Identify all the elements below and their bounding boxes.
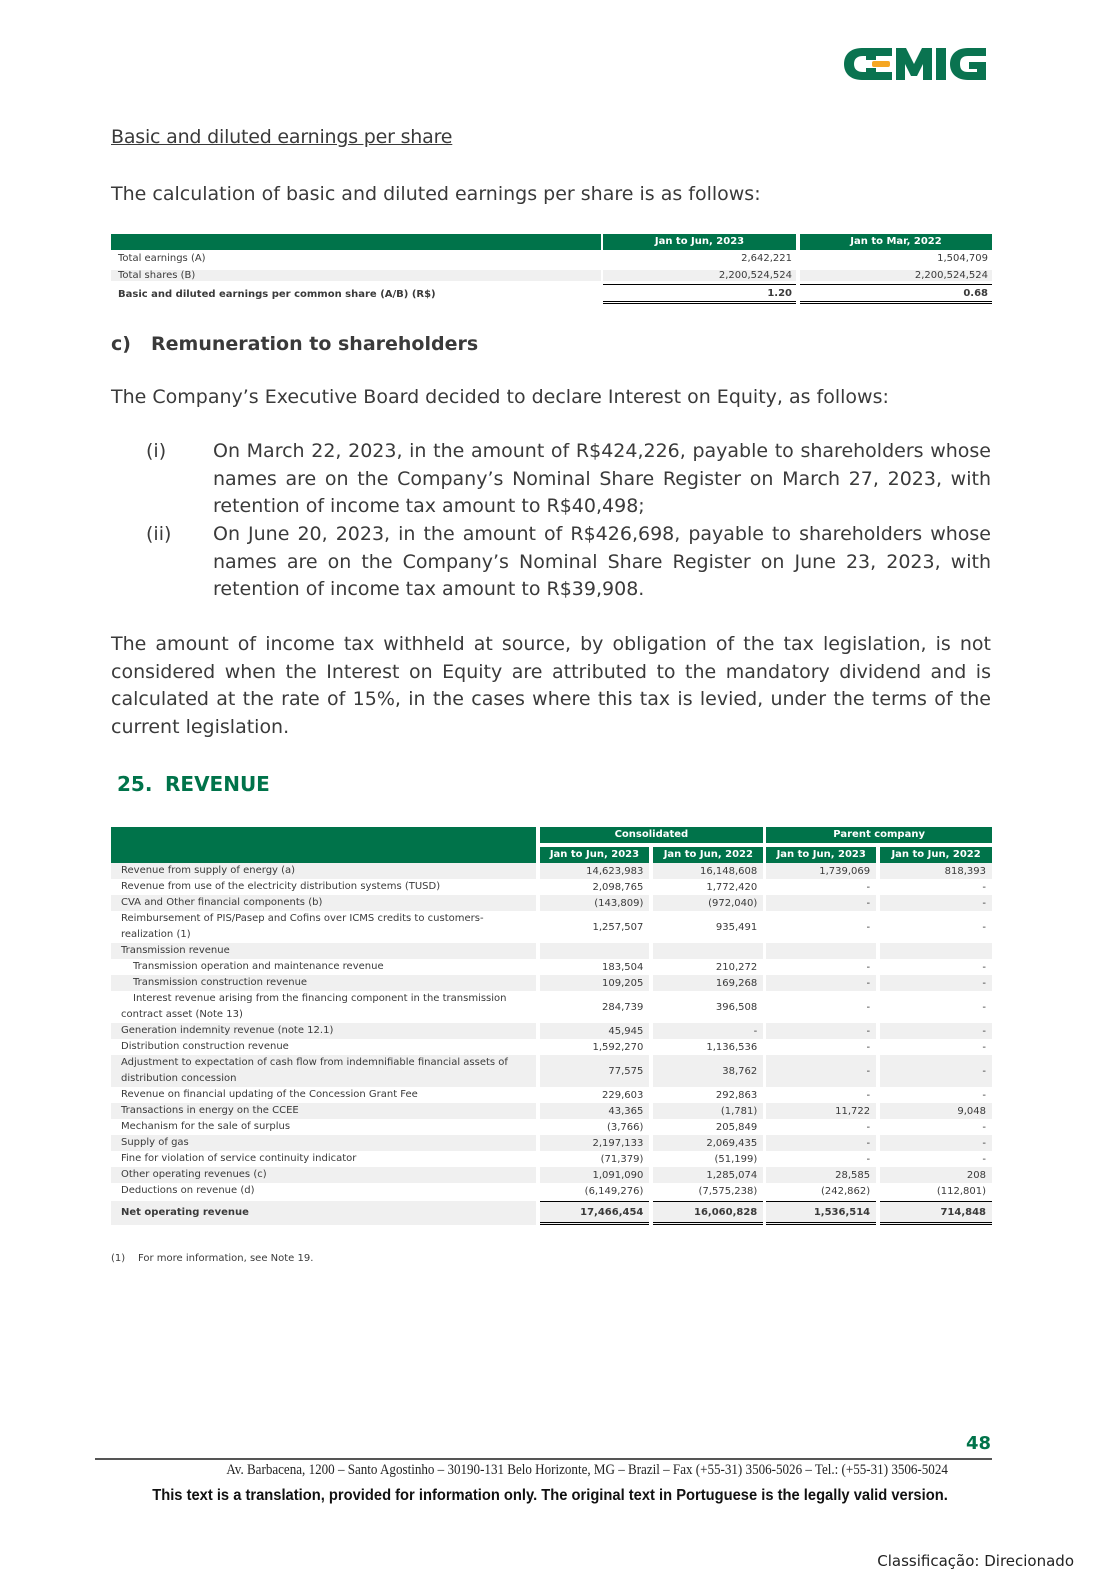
row-label: Interest revenue arising from the financing component in the transmission contract asset (Note 13) <box>121 993 507 1020</box>
row-label: Revenue on financial updating of the Concession Grant Fee <box>121 1089 418 1100</box>
table-row <box>111 1167 992 1183</box>
cell-value: - <box>982 1121 986 1133</box>
cell-value: 1,257,507 <box>592 921 644 933</box>
cell-value: - <box>982 1089 986 1101</box>
cell-value: 1,091,090 <box>540 1167 650 1183</box>
cell-value: (1,781) <box>653 1103 763 1119</box>
cemig-logo-icon <box>842 44 988 84</box>
cell-value: 16,060,828 <box>653 1201 763 1225</box>
row-label: Mechanism for the sale of surplus <box>121 1121 291 1132</box>
row-label: Generation indemnity revenue (note 12.1) <box>111 1023 536 1039</box>
row-label: Basic and diluted earnings per common share (A/B) (R$) <box>118 288 436 300</box>
table-row <box>111 1151 992 1167</box>
cell-value: 17,466,454 <box>540 1201 650 1225</box>
cell-value: 16,148,608 <box>653 863 763 879</box>
cell-value: 11,722 <box>766 1103 876 1119</box>
table-row <box>111 267 992 284</box>
cell-value: 714,848 <box>880 1201 992 1225</box>
table-row <box>111 1023 992 1039</box>
cell-value: - <box>982 961 987 973</box>
cell-value: 9,048 <box>880 1103 992 1119</box>
cell-value: (242,862) <box>820 1185 871 1197</box>
cell-value: 1,136,536 <box>706 1041 758 1053</box>
table-row <box>111 975 992 991</box>
row-label: Reimbursement of PIS/Pasep and Cofins over ICMS credits to customers- realization (1) <box>121 913 484 940</box>
cell-value: 210,272 <box>715 961 758 973</box>
cell-value: 0.68 <box>800 284 992 304</box>
footnote-text: For more information, see Note 19. <box>138 1253 314 1264</box>
cell-value: 229,603 <box>602 1089 644 1101</box>
row-label: Revenue from use of the electricity distribution systems (TUSD) <box>121 881 441 892</box>
list-item <box>111 438 991 521</box>
cell-value: (143,809) <box>540 895 650 911</box>
group-header-parent-company: Parent company <box>766 827 992 843</box>
table-row <box>111 991 992 1023</box>
cell-value: 169,268 <box>653 975 763 991</box>
cell-value: - <box>866 1153 871 1165</box>
column-header: Jan to Mar, 2022 <box>800 234 992 250</box>
table-row <box>111 1183 992 1199</box>
cell-value: 208 <box>880 1167 992 1183</box>
cell-value: - <box>866 1041 871 1053</box>
cell-value: 292,863 <box>715 1089 758 1101</box>
table-row <box>111 1103 992 1119</box>
row-label: Adjustment to expectation of cash flow from indemnifiable financial assets of distribution concession <box>111 1055 536 1087</box>
cell-value: 396,508 <box>715 1001 758 1013</box>
cell-value: 935,491 <box>715 921 758 933</box>
cell-value: (3,766) <box>606 1121 644 1133</box>
cell-value: 1,739,069 <box>766 863 876 879</box>
remuneration-closing: The amount of income tax withheld at source, by obligation of the tax legislation, is not considered when the Interest on Equity are attributed to the mandatory dividend and is calculated at the rate of 15%, in the cases where this tax is levied, under the terms of the current legislation. <box>111 633 991 738</box>
cell-value: - <box>982 1153 986 1165</box>
cell-value: 14,623,983 <box>540 863 650 879</box>
cell-value: - <box>766 975 876 991</box>
cell-value <box>540 943 650 959</box>
eps-table-header <box>111 234 992 250</box>
footnote-marker: (1) <box>111 1253 126 1264</box>
list-marker: (i) <box>146 440 167 462</box>
cell-value: - <box>866 921 871 933</box>
row-label: Transmission revenue <box>111 943 536 959</box>
revenue-heading <box>117 772 270 796</box>
cell-value: - <box>982 1001 986 1013</box>
table-row <box>111 943 992 959</box>
cell-value <box>653 943 763 959</box>
footer-address: Av. Barbacena, 1200 – Santo Agostinho – 30190-131 Belo Horizonte, MG – Brazil – Fax (+55-31) 3506-5026 – Tel.: (+55-31) 3506-5024 <box>226 1462 948 1478</box>
list-text: On June 20, 2023, in the amount of R$426,698, payable to shareholders whose names are on the Company’s Nominal Share Register on June 23, 2023, with retention of income tax amount to R$39,908. <box>213 523 991 600</box>
table-row <box>111 250 992 267</box>
cell-value: 2,069,435 <box>653 1135 763 1151</box>
cell-value: - <box>653 1023 763 1039</box>
cell-value: (71,379) <box>600 1153 644 1165</box>
table-row <box>111 1135 992 1151</box>
cell-value: 1.20 <box>603 284 796 304</box>
cell-value: (6,149,276) <box>584 1185 644 1197</box>
table-row <box>111 879 992 895</box>
classification-label: Classificação: Direcionado <box>877 1552 1074 1570</box>
eps-intro: The calculation of basic and diluted earnings per share is as follows: <box>111 183 761 205</box>
cell-value: 2,098,765 <box>592 881 644 893</box>
table-row <box>111 1055 992 1087</box>
cell-value: - <box>866 1001 871 1013</box>
table-row <box>111 895 992 911</box>
cell-value: - <box>866 1121 871 1133</box>
table-row <box>111 1119 992 1135</box>
cell-value: - <box>880 1135 992 1151</box>
cell-value: - <box>766 1135 876 1151</box>
cell-value: (972,040) <box>653 895 763 911</box>
cell-value: 1,772,420 <box>706 881 758 893</box>
section-title: REVENUE <box>165 772 270 796</box>
cell-value: - <box>982 921 986 933</box>
cell-value: - <box>982 1041 986 1053</box>
cell-value: 2,642,221 <box>741 253 792 264</box>
cell-value: - <box>982 881 986 893</box>
cell-value: 43,365 <box>540 1103 650 1119</box>
row-label: Other operating revenues (c) <box>111 1167 536 1183</box>
cell-value: - <box>880 1055 992 1087</box>
column-header: Jan to Jun, 2022 <box>653 847 763 863</box>
section-title: Remuneration to shareholders <box>151 333 479 355</box>
section-number: 25. <box>117 772 153 796</box>
cell-value: 28,585 <box>766 1167 876 1183</box>
row-label: Revenue from supply of energy (a) <box>111 863 536 879</box>
cell-value: - <box>880 895 992 911</box>
row-label: CVA and Other financial components (b) <box>111 895 536 911</box>
footnote <box>111 1253 313 1264</box>
row-label: Transmission operation and maintenance revenue <box>133 961 384 972</box>
eps-heading: Basic and diluted earnings per share <box>111 126 453 148</box>
cell-value: - <box>866 881 871 893</box>
cell-value: 1,285,074 <box>653 1167 763 1183</box>
cell-value: - <box>766 895 876 911</box>
list-text: On March 22, 2023, in the amount of R$424,226, payable to shareholders whose names are on the Company’s Nominal Share Register on March 27, 2023, with retention of income tax amount to R$40,498; <box>213 440 991 517</box>
cell-value: 183,504 <box>602 961 644 973</box>
cell-value: - <box>880 975 992 991</box>
cell-value: (51,199) <box>714 1153 758 1165</box>
cell-value: 2,200,524,524 <box>603 270 796 281</box>
cell-value: 205,849 <box>715 1121 758 1133</box>
cemig-logo <box>842 44 988 84</box>
section-number: c) <box>111 333 131 355</box>
table-row <box>111 911 992 943</box>
cell-value: 38,762 <box>653 1055 763 1087</box>
footer-divider <box>95 1458 992 1460</box>
cell-value: - <box>766 1023 876 1039</box>
page-number: 48 <box>965 1433 991 1454</box>
table-row <box>111 863 992 879</box>
eps-table <box>111 234 992 304</box>
row-label: Fine for violation of service continuity indicator <box>121 1153 357 1164</box>
table-total-row <box>111 1201 992 1225</box>
column-header: Jan to Jun, 2022 <box>880 847 992 863</box>
cell-value: (7,575,238) <box>698 1185 758 1197</box>
revenue-table <box>111 827 992 1225</box>
table-group-header <box>111 827 992 845</box>
cell-value: 2,200,524,524 <box>800 270 992 281</box>
cell-value: - <box>766 1055 876 1087</box>
row-label: Total earnings (A) <box>118 253 206 264</box>
cell-value: (112,801) <box>936 1185 986 1197</box>
cell-value: 1,592,270 <box>592 1041 644 1053</box>
row-label: Transmission construction revenue <box>111 975 536 991</box>
cell-value: 284,739 <box>602 1001 644 1013</box>
cell-value: - <box>866 1089 871 1101</box>
table-row <box>111 959 992 975</box>
row-label: Transactions in energy on the CCEE <box>111 1103 536 1119</box>
column-header: Jan to Jun, 2023 <box>540 847 650 863</box>
cell-value: 109,205 <box>540 975 650 991</box>
remuneration-intro: The Company’s Executive Board decided to declare Interest on Equity, as follows: <box>111 386 889 408</box>
table-row <box>111 284 992 304</box>
cell-value: 818,393 <box>880 863 992 879</box>
cell-value: - <box>880 1023 992 1039</box>
row-label: Distribution construction revenue <box>121 1041 289 1052</box>
cell-value: 45,945 <box>540 1023 650 1039</box>
cell-value: - <box>866 961 871 973</box>
footer-disclaimer: This text is a translation, provided for information only. The original text in Portuguese is the legally valid version. <box>152 1487 948 1504</box>
row-label: Deductions on revenue (d) <box>121 1185 255 1196</box>
cell-value <box>766 943 876 959</box>
table-column-header <box>111 845 992 863</box>
column-header: Jan to Jun, 2023 <box>603 234 796 250</box>
table-row <box>111 1087 992 1103</box>
cell-value <box>880 943 992 959</box>
list-marker: (ii) <box>146 523 172 545</box>
cell-value: 77,575 <box>540 1055 650 1087</box>
row-label: Total shares (B) <box>111 270 601 281</box>
cell-value: 1,504,709 <box>937 253 988 264</box>
remuneration-heading <box>111 333 478 355</box>
list-item <box>111 521 991 604</box>
table-row <box>111 1039 992 1055</box>
group-header-consolidated: Consolidated <box>540 827 764 843</box>
cell-value: 2,197,133 <box>540 1135 650 1151</box>
row-label: Net operating revenue <box>111 1201 536 1225</box>
column-header: Jan to Jun, 2023 <box>766 847 876 863</box>
cell-value: 1,536,514 <box>766 1201 876 1225</box>
row-label: Supply of gas <box>111 1135 536 1151</box>
